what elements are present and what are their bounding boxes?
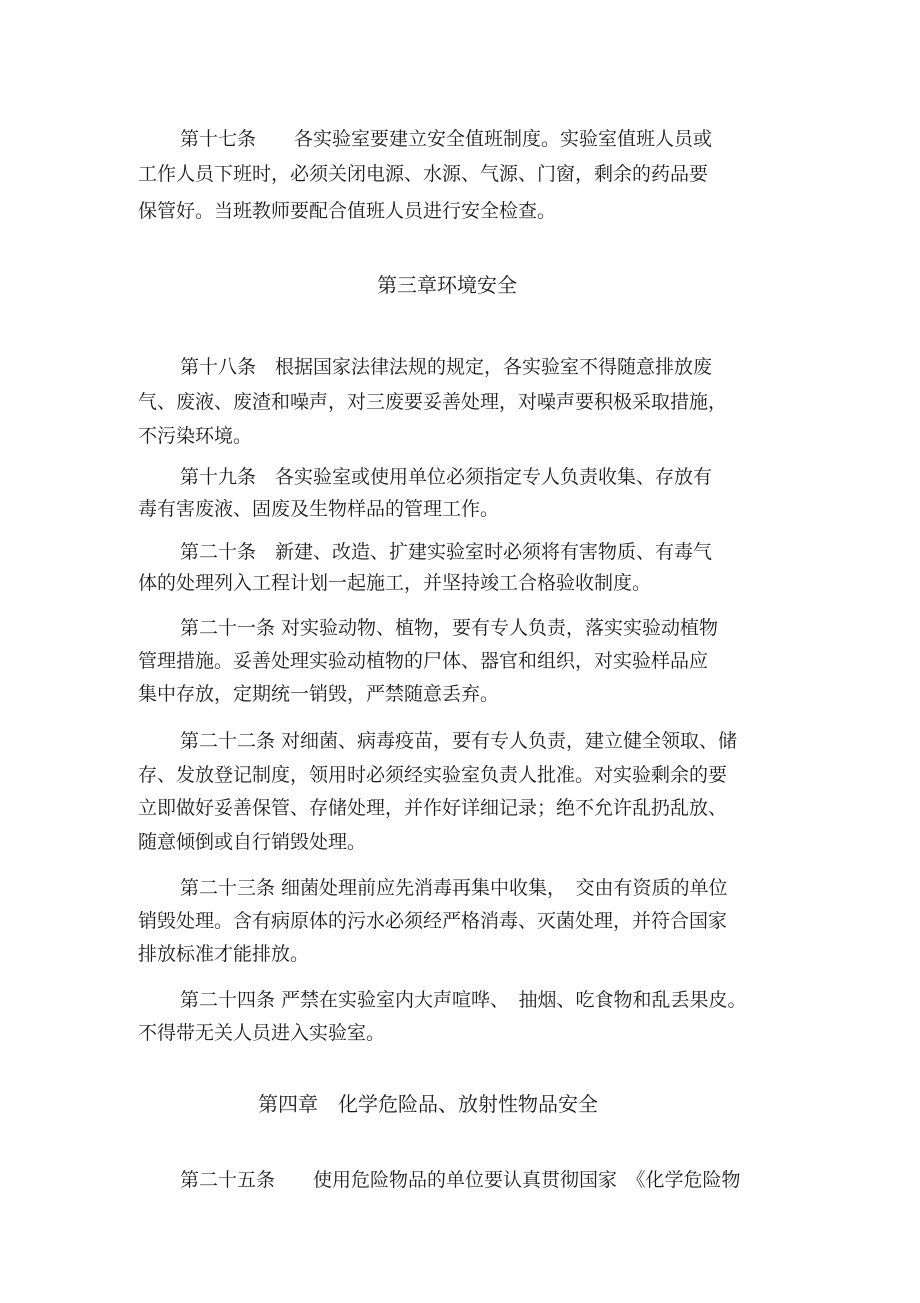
article-24-line-1: 第二十四条 严禁在实验室内大声喧哗、 抽烟、吃食物和乱丢果皮。 [180,989,747,1011]
article-21-line-2: 管理措施。妥善处理实验动植物的尸体、器官和组织，对实验样品应 [138,650,709,672]
article-25-line-1: 第二十五条 使用危险物品的单位要认真贯彻国家 《化学危险物 [180,1169,741,1191]
article-23-line-1: 第二十三条 细菌处理前应先消毒再集中收集， 交由有资质的单位 [180,877,728,899]
article-22-line-1: 第二十二条 对细菌、病毒疫苗，要有专人负责，建立健全领取、储 [180,730,738,752]
article-22-line-2: 存、发放登记制度，领用时必须经实验室负责人批准。对实验剩余的要 [138,764,728,786]
article-23-line-2: 销毁处理。含有病原体的污水必须经严格消毒、灭菌处理，并符合国家 [138,910,728,932]
article-19-line-2: 毒有害废液、固废及生物样品的管理工作。 [138,498,500,520]
chapter-4-heading: 第四章 化学危险品、放射性物品安全 [258,1092,598,1116]
article-22-line-4: 随意倾倒或自行销毁处理。 [138,831,367,853]
article-22-line-3: 立即做好妥善保管、存储处理，并作好详细记录；绝不允许乱扔乱放、 [138,797,728,819]
article-19-line-1: 第十九条 各实验室或使用单位必须指定专人负责收集、存放有 [180,466,713,488]
article-17-line-1: 第十七条 各实验室要建立安全值班制度。实验室值班人员或 [180,128,713,150]
article-23-line-3: 排放标准才能排放。 [138,943,310,965]
article-21-line-1: 第二十一条 对实验动物、植物，要有专人负责，落实实验动植物 [180,617,719,639]
article-17-line-2: 工作人员下班时，必须关闭电源、水源、气源、门窗，剩余的药品要 [138,163,709,185]
article-18-line-3: 不污染环境。 [138,425,253,447]
article-17-line-3: 保管好。当班教师要配合值班人员进行安全检查。 [138,200,557,222]
article-24-line-2: 不得带无关人员进入实验室。 [138,1022,386,1044]
chapter-3-heading: 第三章环境安全 [377,273,517,297]
article-18-line-2: 气、废液、废渣和噪声，对三废要妥善处理，对噪声要积极采取措施， [138,391,728,413]
article-21-line-3: 集中存放，定期统一销毁，严禁随意丢弃。 [138,683,500,705]
article-20-line-2: 体的处理列入工程计划一起施工，并坚持竣工合格验收制度。 [138,572,652,594]
article-18-line-1: 第十八条 根据国家法律法规的规定，各实验室不得随意排放废 [180,356,713,378]
article-20-line-1: 第二十条 新建、改造、扩建实验室时必须将有害物质、有毒气 [180,541,713,563]
